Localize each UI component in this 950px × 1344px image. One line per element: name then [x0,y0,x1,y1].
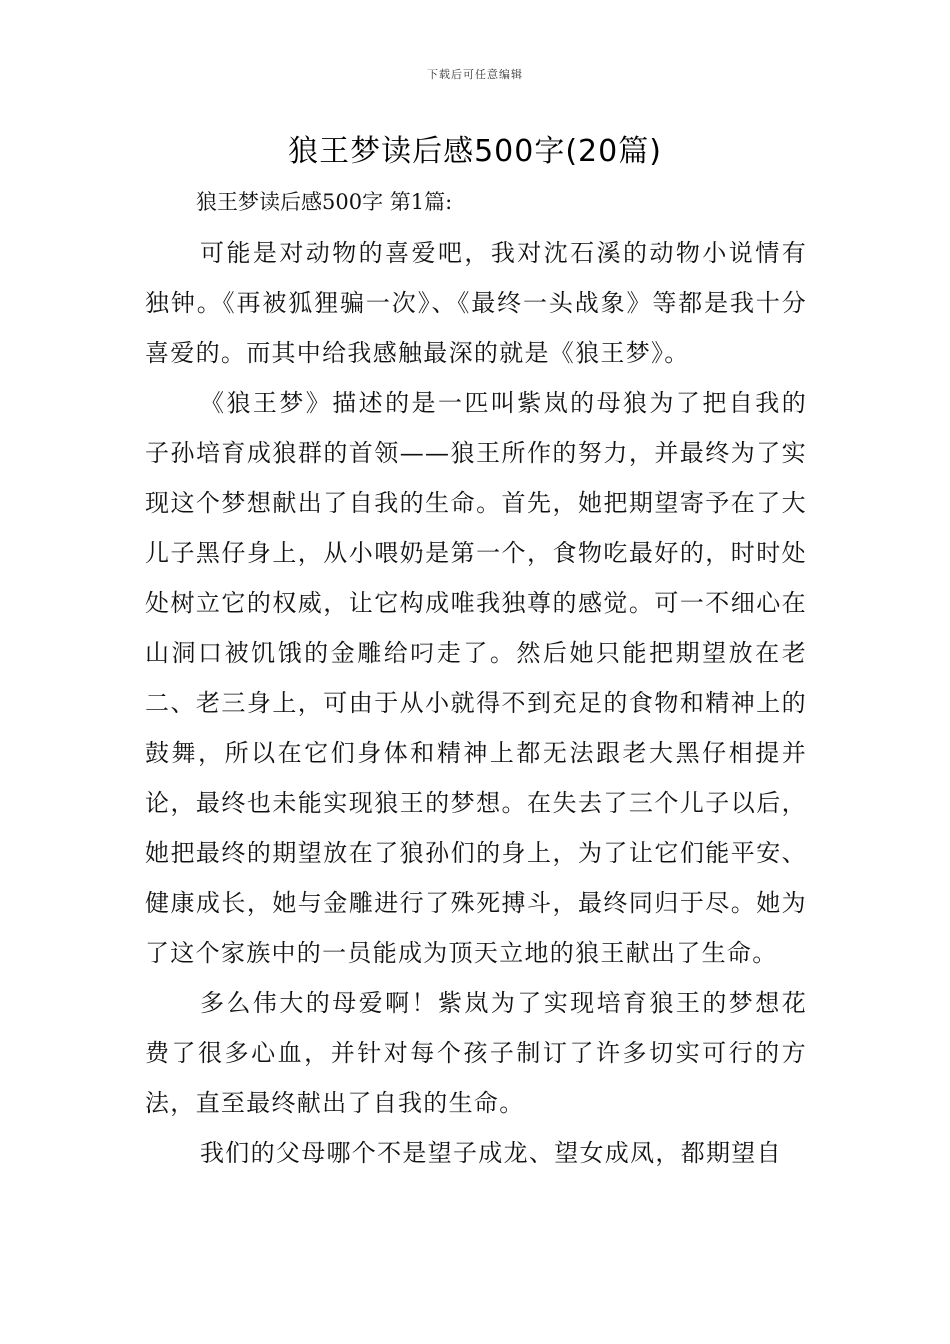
section-subtitle: 狼王梦读后感500字 第1篇: [196,190,453,214]
paragraph: 《狼王梦》描述的是一匹叫紫岚的母狼为了把自我的子孙培育成狼群的首领——狼王所作的努力，并最终为了实现这个梦想献出了自我的生命。首先，她把期望寄予在了大儿子黑仔身上，从小喂奶是第一个，食物吃最好的，时时处处树立它的权威，让它构成唯我独尊的感觉。可一不细心在山洞口被饥饿的金雕给叼走了。然后她只能把期望放在老二、老三身上，可由于从小就得不到充足的食物和精神上的鼓舞，所以在它们身体和精神上都无法跟老大黑仔相提并论，最终也未能实现狼王的梦想。在失去了三个儿子以后，她把最终的期望放在了狼孙们的身上，为了让它们能平安、健康成长，她与金雕进行了殊死搏斗，最终同归于尽。她为了这个家族中的一员能成为顶天立地的狼王献出了生命。 [145,389,807,967]
body-text [145,228,807,1178]
paragraph: 可能是对动物的喜爱吧，我对沈石溪的动物小说情有独钟。《再被狐狸骗一次》、《最终一头战象》等都是我十分喜爱的。而其中给我感触最深的就是《狼王梦》。 [145,239,807,367]
paragraph: 多么伟大的母爱啊！紫岚为了实现培育狼王的梦想花费了很多心血，并针对每个孩子制订了许多切实可行的方法，直至最终献出了自我的生命。 [145,989,807,1117]
header-note: 下载后可任意编辑 [427,68,523,81]
paragraph: 我们的父母哪个不是望子成龙、望女成凤，都期望自 [200,1139,782,1167]
document-title: 狼王梦读后感500字(20篇) [288,134,662,169]
